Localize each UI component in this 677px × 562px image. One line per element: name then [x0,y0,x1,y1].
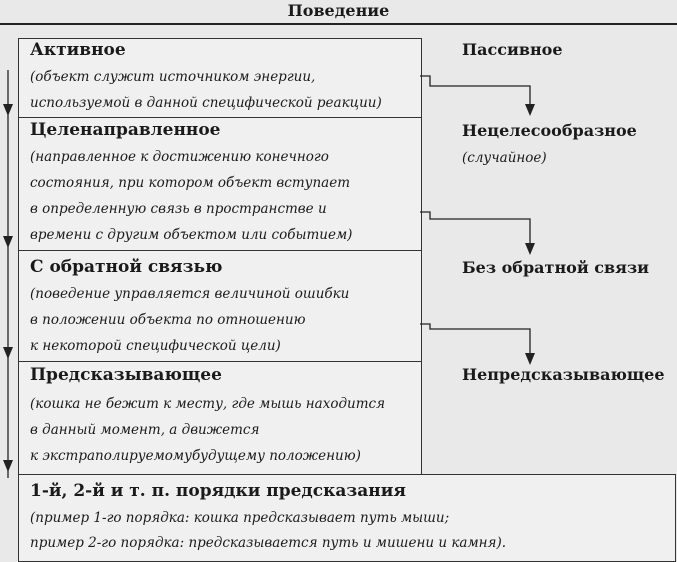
arrowhead-passive [525,104,535,116]
box-active-desc-line-2: используемой в данной специфической реакции) [30,95,382,111]
box-purposeful-desc-line-3: в определенную связь в пространстве и [30,201,327,217]
opposite-no-feedback: Без обратной связи [462,258,650,277]
box-predictive-desc-line-2: в данный момент, а движется [30,422,260,438]
box-feedback-desc-line-3: к некоторой специфической цели) [30,338,281,354]
opposite-nonpredictive: Непредсказывающее [462,365,665,384]
box-purposeful-desc-line-4: времени с другим объектом или событием) [30,227,353,243]
right-connectors [420,76,530,355]
left-arrowhead-3 [3,347,13,359]
box-feedback-desc-line-2: в положении объекта по отношению [30,312,306,328]
box-active-desc-line-1: (объект служит источником энергии, [30,69,316,85]
box-predictive-desc-line-3: к экстраполируемомубудущему положению) [30,448,361,464]
box-purposeful-desc-line-2: состояния, при котором объект вступает [30,175,351,191]
box-feedback-desc-line-1: (поведение управляется величиной ошибки [30,286,350,302]
box-feedback-title: С обратной связью [30,257,223,277]
opposite-passive: Пассивное [462,40,563,59]
opposite-purposeless-desc: (случайное) [462,150,547,166]
left-arrowhead-4 [3,460,13,472]
box-orders-title: 1-й, 2-й и т. п. порядки предсказания [30,481,406,501]
box-predictive-desc-line-1: (кошка не бежит к месту, где мышь находится [30,396,386,412]
box-orders-desc-line-2: пример 2-го порядка: предсказывается путь и мишени и камня). [30,535,507,551]
box-purposeful-desc-line-1: (направленное к достижению конечного [30,149,329,165]
opposite-purposeless: Нецелесообразное [462,121,637,140]
left-arrowhead-1 [3,104,13,116]
diagram-title: Поведение [287,1,390,20]
box-orders-desc-line-1: (пример 1-го порядка: кошка предсказывает путь мыши; [30,510,450,526]
arrowhead-no-feedback [525,353,535,365]
box-purposeful-title: Целенаправленное [30,120,221,140]
left-arrowhead-2 [3,236,13,248]
box-predictive-title: Предсказывающее [30,365,222,385]
arrowhead-purposeless [525,243,535,255]
box-active-title: Активное [30,40,126,60]
